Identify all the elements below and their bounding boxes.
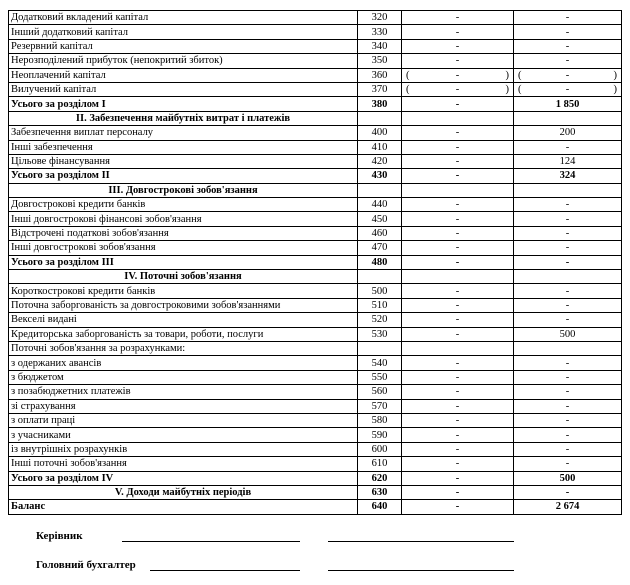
row-code: 480 xyxy=(358,255,402,269)
row-label: Нерозподілений прибуток (непокритий збиток) xyxy=(9,54,358,68)
row-label: з оплати праці xyxy=(9,413,358,427)
table-row xyxy=(9,356,622,370)
section-title: II. Забезпечення майбутніх витрат і платежів xyxy=(9,111,358,125)
value-start-of-period: - xyxy=(402,97,514,111)
value-start-of-period: - xyxy=(402,212,514,226)
table-row xyxy=(9,140,622,154)
table-row xyxy=(9,68,622,82)
row-code: 430 xyxy=(358,169,402,183)
value-start-of-period: - xyxy=(402,39,514,53)
director-label: Керівник xyxy=(36,530,83,542)
row-label: Цільове фінансування xyxy=(9,154,358,168)
row-code: 440 xyxy=(358,198,402,212)
empty-cell xyxy=(514,270,622,284)
table-row xyxy=(9,457,622,471)
row-label: Забезпечення виплат персоналу xyxy=(9,126,358,140)
value-end-of-period: - xyxy=(514,11,622,25)
row-code: 630 xyxy=(358,485,402,499)
row-label: Усього за розділом IV xyxy=(9,471,358,485)
value-end-of-period: - xyxy=(514,399,622,413)
table-row xyxy=(9,198,622,212)
row-label: Неоплачений капітал xyxy=(9,68,358,82)
row-label: V. Доходи майбутніх періодів xyxy=(9,485,358,499)
value-end-of-period: - xyxy=(514,25,622,39)
row-label: Довгострокові кредити банків xyxy=(9,198,358,212)
row-code: 590 xyxy=(358,428,402,442)
value-text: - xyxy=(565,84,570,96)
value-end-of-period: - xyxy=(514,313,622,327)
table-row xyxy=(9,385,622,399)
value-start-of-period: - xyxy=(402,442,514,456)
row-code: 580 xyxy=(358,413,402,427)
total-row xyxy=(9,500,622,514)
row-code: 450 xyxy=(358,212,402,226)
row-label: Відстрочені податкові зобов'язання xyxy=(9,226,358,240)
value-end-of-period: - xyxy=(514,212,622,226)
value-start-of-period: - xyxy=(402,500,514,514)
table-row xyxy=(9,25,622,39)
row-label: з одержаних авансів xyxy=(9,356,358,370)
row-label: зі страхування xyxy=(9,399,358,413)
value-end-of-period: - xyxy=(514,54,622,68)
row-code: 350 xyxy=(358,54,402,68)
table-row xyxy=(9,54,622,68)
row-code: 460 xyxy=(358,226,402,240)
value-start-of-period xyxy=(402,341,514,355)
empty-cell xyxy=(402,270,514,284)
value-end-of-period xyxy=(514,82,622,96)
value-end-of-period: 2 674 xyxy=(514,500,622,514)
value-text: - xyxy=(565,69,570,81)
value-end-of-period xyxy=(514,341,622,355)
value-start-of-period xyxy=(402,68,514,82)
director-signature-line xyxy=(122,541,300,542)
value-start-of-period: - xyxy=(402,399,514,413)
table-row xyxy=(9,241,622,255)
value-start-of-period: - xyxy=(402,457,514,471)
value-end-of-period: - xyxy=(514,442,622,456)
value-start-of-period: - xyxy=(402,255,514,269)
row-label: Векселі видані xyxy=(9,313,358,327)
value-end-of-period: - xyxy=(514,356,622,370)
row-code: 560 xyxy=(358,385,402,399)
table-row xyxy=(9,442,622,456)
row-code: 380 xyxy=(358,97,402,111)
table-row xyxy=(9,226,622,240)
value-start-of-period: - xyxy=(402,385,514,399)
row-label: Інші довгострокові зобов'язання xyxy=(9,241,358,255)
total-row xyxy=(9,255,622,269)
row-code: 510 xyxy=(358,298,402,312)
table-row xyxy=(9,399,622,413)
parenthesized-value xyxy=(404,69,511,82)
value-end-of-period: - xyxy=(514,255,622,269)
row-code: 600 xyxy=(358,442,402,456)
value-end-of-period: - xyxy=(514,413,622,427)
value-end-of-period: - xyxy=(514,457,622,471)
total-row xyxy=(9,97,622,111)
row-label: Поточні зобов'язання за розрахунками: xyxy=(9,341,358,355)
value-start-of-period: - xyxy=(402,54,514,68)
row-code: 400 xyxy=(358,126,402,140)
row-label: із внутрішніх розрахунків xyxy=(9,442,358,456)
value-start-of-period: - xyxy=(402,198,514,212)
value-start-of-period: - xyxy=(402,370,514,384)
row-code xyxy=(358,341,402,355)
value-start-of-period: - xyxy=(402,154,514,168)
table-row xyxy=(9,313,622,327)
parenthesized-value xyxy=(516,69,619,82)
row-code: 500 xyxy=(358,284,402,298)
row-label: Резервний капітал xyxy=(9,39,358,53)
row-code: 530 xyxy=(358,327,402,341)
close-paren: ) xyxy=(613,69,617,81)
table-row xyxy=(9,413,622,427)
accountant-name-line xyxy=(328,570,514,571)
value-end-of-period: - xyxy=(514,284,622,298)
value-end-of-period: - xyxy=(514,198,622,212)
row-label: з учасниками xyxy=(9,428,358,442)
table-row xyxy=(9,428,622,442)
table-row xyxy=(9,327,622,341)
empty-cell xyxy=(402,183,514,197)
row-label: Баланс xyxy=(9,500,358,514)
value-end-of-period: - xyxy=(514,140,622,154)
empty-cell xyxy=(514,111,622,125)
row-label: Короткострокові кредити банків xyxy=(9,284,358,298)
value-end-of-period: - xyxy=(514,226,622,240)
value-end-of-period: - xyxy=(514,370,622,384)
table-row xyxy=(9,11,622,25)
value-start-of-period: - xyxy=(402,284,514,298)
empty-cell xyxy=(358,183,402,197)
row-label: з позабюджетних платежів xyxy=(9,385,358,399)
value-end-of-period: - xyxy=(514,385,622,399)
value-end-of-period: - xyxy=(514,485,622,499)
value-text: - xyxy=(455,69,460,81)
total-row xyxy=(9,169,622,183)
section-header-row xyxy=(9,111,622,125)
value-end-of-period: 124 xyxy=(514,154,622,168)
value-start-of-period: - xyxy=(402,313,514,327)
table-row xyxy=(9,39,622,53)
value-start-of-period: - xyxy=(402,126,514,140)
row-code: 470 xyxy=(358,241,402,255)
value-start-of-period: - xyxy=(402,471,514,485)
table-row xyxy=(9,341,622,355)
director-name-line xyxy=(328,541,514,542)
row-label: Усього за розділом I xyxy=(9,97,358,111)
value-end-of-period: - xyxy=(514,298,622,312)
row-label: Кредиторська заборгованість за товари, роботи, послуги xyxy=(9,327,358,341)
table-row xyxy=(9,284,622,298)
open-paren: ( xyxy=(406,84,410,96)
row-label: Вилучений капітал xyxy=(9,82,358,96)
value-start-of-period: - xyxy=(402,485,514,499)
value-start-of-period: - xyxy=(402,298,514,312)
close-paren: ) xyxy=(613,84,617,96)
total-row xyxy=(9,471,622,485)
balance-table-body xyxy=(9,11,622,515)
row-code: 420 xyxy=(358,154,402,168)
value-end-of-period: - xyxy=(514,241,622,255)
value-start-of-period: - xyxy=(402,169,514,183)
row-label: Усього за розділом II xyxy=(9,169,358,183)
table-row xyxy=(9,298,622,312)
value-end-of-period: 500 xyxy=(514,471,622,485)
value-end-of-period: 500 xyxy=(514,327,622,341)
empty-cell xyxy=(514,183,622,197)
empty-cell xyxy=(358,111,402,125)
row-label: Інші довгострокові фінансові зобов'язання xyxy=(9,212,358,226)
value-start-of-period: - xyxy=(402,428,514,442)
value-end-of-period: - xyxy=(514,428,622,442)
row-code: 370 xyxy=(358,82,402,96)
open-paren: ( xyxy=(518,69,522,81)
parenthesized-value xyxy=(404,83,511,96)
row-code: 320 xyxy=(358,11,402,25)
accountant-signature-line xyxy=(150,570,300,571)
table-row xyxy=(9,82,622,96)
open-paren: ( xyxy=(518,84,522,96)
table-row xyxy=(9,126,622,140)
empty-cell xyxy=(402,111,514,125)
row-label: Інший додатковий капітал xyxy=(9,25,358,39)
row-label: Поточна заборгованість за довгостроковими зобов'язаннями xyxy=(9,298,358,312)
row-label: Інші забезпечення xyxy=(9,140,358,154)
close-paren: ) xyxy=(505,84,509,96)
row-label: Додатковий вкладений капітал xyxy=(9,11,358,25)
value-start-of-period: - xyxy=(402,226,514,240)
table-row xyxy=(9,212,622,226)
row-code: 520 xyxy=(358,313,402,327)
section-title: III. Довгострокові зобов'язання xyxy=(9,183,358,197)
row-code: 330 xyxy=(358,25,402,39)
value-start-of-period: - xyxy=(402,241,514,255)
value-end-of-period: 200 xyxy=(514,126,622,140)
accountant-label: Головний бухгалтер xyxy=(36,559,136,571)
balance-table xyxy=(8,10,622,515)
open-paren: ( xyxy=(406,69,410,81)
row-code: 570 xyxy=(358,399,402,413)
row-code: 360 xyxy=(358,68,402,82)
table-row xyxy=(9,370,622,384)
value-start-of-period: - xyxy=(402,25,514,39)
empty-cell xyxy=(358,270,402,284)
total-row xyxy=(9,485,622,499)
value-start-of-period xyxy=(402,82,514,96)
row-label: Інші поточні зобов'язання xyxy=(9,457,358,471)
row-label: з бюджетом xyxy=(9,370,358,384)
value-end-of-period: 324 xyxy=(514,169,622,183)
row-code: 340 xyxy=(358,39,402,53)
value-text: - xyxy=(455,84,460,96)
value-start-of-period: - xyxy=(402,356,514,370)
value-start-of-period: - xyxy=(402,327,514,341)
close-paren: ) xyxy=(505,69,509,81)
row-code: 640 xyxy=(358,500,402,514)
row-code: 550 xyxy=(358,370,402,384)
value-end-of-period: - xyxy=(514,39,622,53)
parenthesized-value xyxy=(516,83,619,96)
value-start-of-period: - xyxy=(402,140,514,154)
value-start-of-period: - xyxy=(402,413,514,427)
row-code: 540 xyxy=(358,356,402,370)
section-header-row xyxy=(9,270,622,284)
section-header-row xyxy=(9,183,622,197)
value-start-of-period: - xyxy=(402,11,514,25)
value-end-of-period: 1 850 xyxy=(514,97,622,111)
row-label: Усього за розділом III xyxy=(9,255,358,269)
table-row xyxy=(9,154,622,168)
row-code: 410 xyxy=(358,140,402,154)
row-code: 610 xyxy=(358,457,402,471)
section-title: IV. Поточні зобов'язання xyxy=(9,270,358,284)
row-code: 620 xyxy=(358,471,402,485)
value-end-of-period xyxy=(514,68,622,82)
